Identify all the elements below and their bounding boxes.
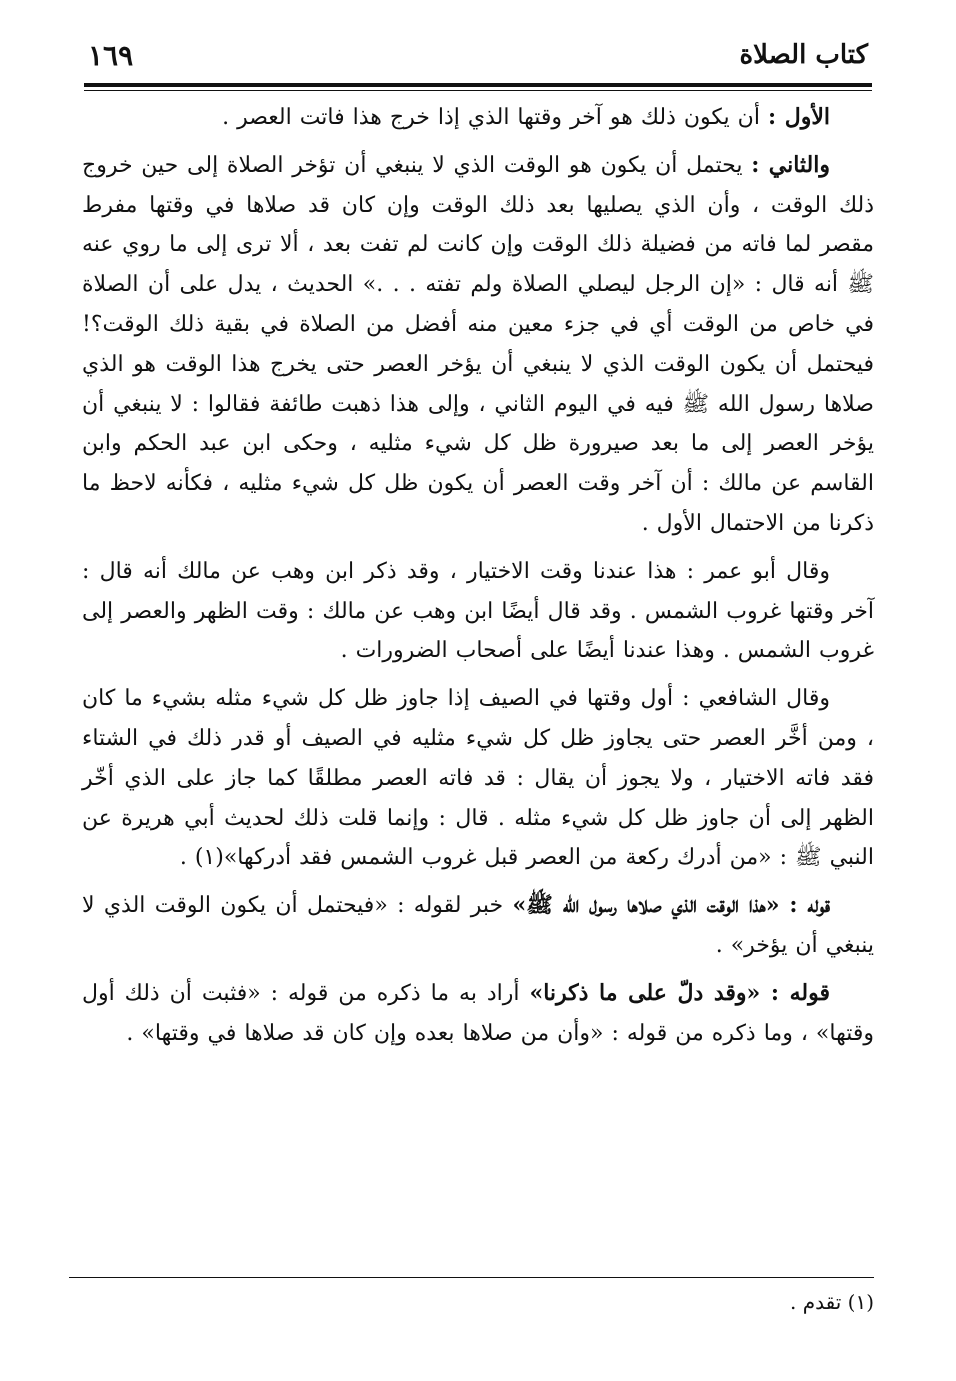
paragraph-first bbox=[82, 98, 874, 138]
paragraph-shafii bbox=[82, 679, 874, 878]
paragraph-abu-umar bbox=[82, 552, 874, 671]
paragraph-text: وقال الشافعي : أول وقتها في الصيف إذا جاوز ظل كل شيء مثله بشيء ما كان ، ومن أخَّر العصر حتى يجاوز ظل كل شيء مثليه في الصيف أو قدر ذلك في الشتاء فقد فاته الاختيار ، ولا يجوز أن يقال : قد فاته العصر مطلقًا كما جاز على الذي أخّر الظهر إلى أن جاوز ظل كل شيء مثله . قال : وإنما قلت ذلك لحديث أبي هريرة عن النبي ﷺ : «من أدرك ركعة من العصر قبل غروب الشمس فقد أدركها»(١) . bbox=[82, 686, 874, 871]
page-number: ١٦٩ bbox=[88, 38, 134, 72]
main-text bbox=[82, 98, 874, 1053]
paragraph-lead: والثاني : bbox=[751, 151, 830, 178]
paragraph-text: خبر لقوله : «فيحتمل أن يكون الوقت الذي لا ينبغي أن يؤخر» . bbox=[82, 893, 874, 958]
footnote-rule bbox=[69, 1277, 874, 1278]
paragraph-text: أن يكون ذلك هو آخر وقتها الذي إذا خرج هذا فاتت العصر . bbox=[222, 105, 768, 130]
paragraph-text: يحتمل أن يكون هو الوقت الذي لا ينبغي أن تؤخر الصلاة إلى حين خروج ذلك الوقت ، وأن الذي يصليها بعد ذلك الوقت وإن كان قد صلاها في وقتها مفرط مقصر لما فاته من فضيلة ذلك الوقت وإن كانت لم تفت بعد ، ألا ترى إلى ما روي عنه ﷺ أنه قال : «إن الرجل ليصلي الصلاة ولم تفته . . .» الحديث ، يدل على أن الصلاة في خاص من الوقت أي في جزء معين منه أفضل من الصلاة في بقية ذلك الوقت؟! فيحتمل أن يكون الوقت الذي لا ينبغي أن يؤخر العصر حتى يخرج هذا الوقت هو الذي صلاها رسول الله ﷺ فيه في اليوم الثاني ، وإلى هذا ذهبت طائفة فقالوا : لا ينبغي أن يؤخر العصر إلى ما بعد صيرورة ظل كل شيء مثليه ، وحكى ابن عبد الحكم وابن القاسم عن مالك : أن آخر وقت العصر أن يكون ظل كل شيء مثليه ، فكأنه لاحظ ما ذكرنا من الاحتمال الأول . bbox=[82, 152, 874, 536]
footnote: (١) تقدم . bbox=[789, 1290, 874, 1314]
paragraph-qawluhu-1 bbox=[82, 886, 874, 966]
paragraph-qawluhu-2 bbox=[82, 974, 874, 1054]
header-rule bbox=[84, 83, 872, 87]
paragraph-lead: قوله : «وقد دلّ على ما ذكرنا» bbox=[529, 979, 831, 1006]
running-title: كتاب الصلاة bbox=[739, 40, 868, 70]
paragraph-text: أراد به ما ذكره من قوله : «فثبت أن ذلك أول وقتها» ، وما ذكره من قوله : «وأن من صلاها بعده وإن كان قد صلاها في وقتها» . bbox=[82, 980, 874, 1046]
paragraph-text: وقال أبو عمر : هذا عندنا وقت الاختيار ، وقد ذكر ابن وهب عن مالك أنه قال : آخر وقتها غروب الشمس . وقد قال أيضًا ابن وهب عن مالك : وقت الظهر والعصر إلى غروب الشمس . وهذا عندنا أيضًا على أصحاب الضرورات . bbox=[82, 558, 874, 664]
paragraph-second bbox=[82, 146, 874, 544]
paragraph-lead: قوله : «هذا الوقت الذي صلاها رسول الله ﷺ» bbox=[512, 892, 831, 919]
page-header bbox=[88, 30, 868, 80]
paragraph-lead: الأول : bbox=[767, 104, 830, 130]
